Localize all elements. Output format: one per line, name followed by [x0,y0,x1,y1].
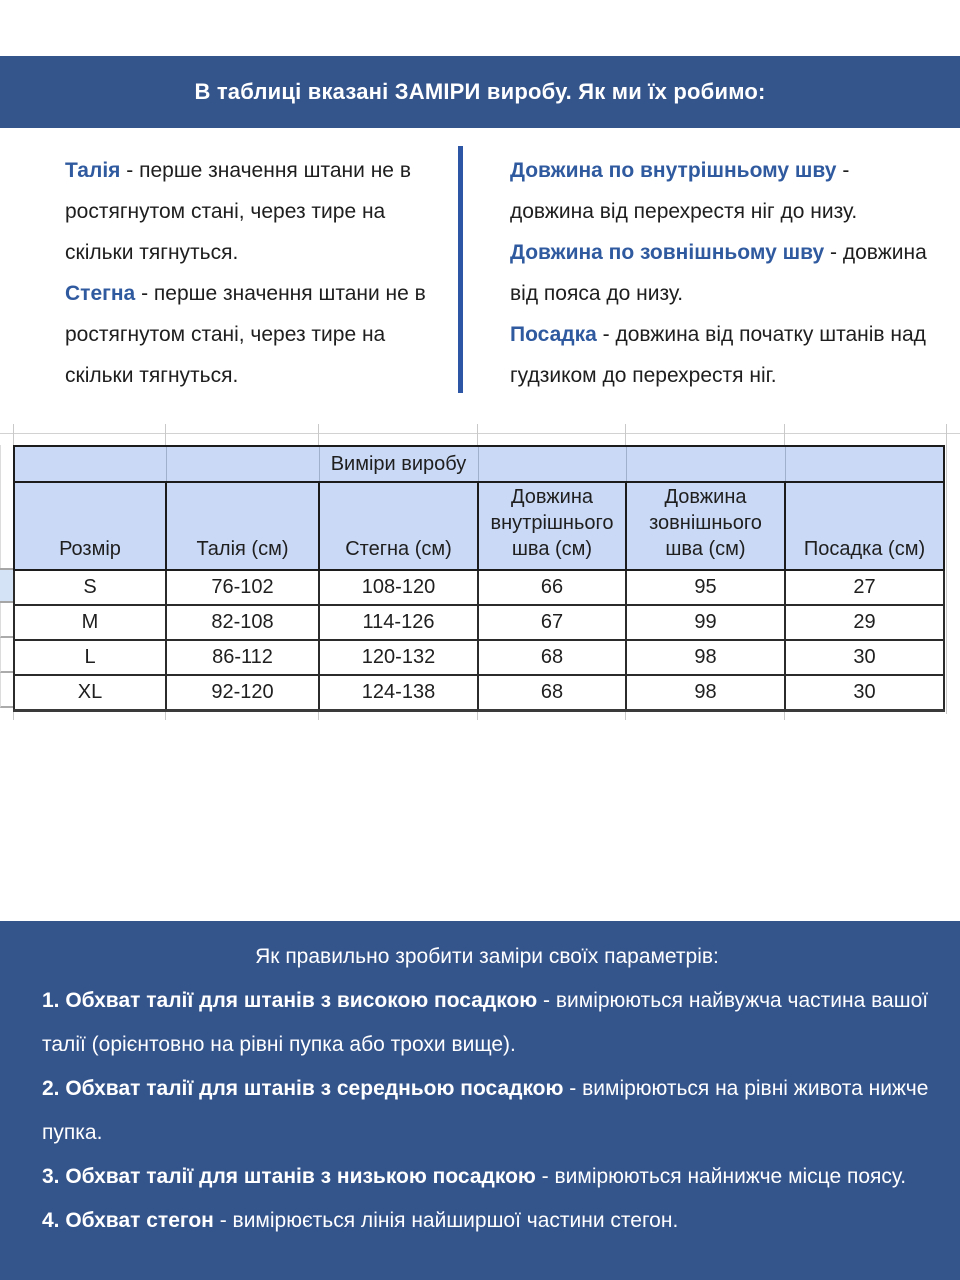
cell-rise: 30 [785,675,944,710]
gutter-header-segment [0,445,13,568]
definitions-right-column [510,150,935,396]
row-gutter [0,445,13,708]
cell-size: S [14,570,166,605]
footer-item-text: - вимірюються найвужча частина вашої талії (орієнтовно на рівні пупка або трохи вище). [42,989,929,1056]
gutter-segment [0,603,13,638]
grid-line [0,433,960,434]
gutter-highlight-segment [0,568,13,603]
footer-item [42,1067,932,1155]
size-table [13,445,945,712]
table-cell [478,446,626,482]
cell-inseam: 68 [478,640,626,675]
definition [65,150,435,273]
footer-instructions [0,921,960,1280]
cell-inseam: 67 [478,605,626,640]
cell-hips: 114-126 [319,605,478,640]
cell-size: M [14,605,166,640]
column-divider [458,146,463,393]
grid-line [477,424,478,445]
footer-item-lead: 4. Обхват стегон [42,1209,214,1232]
gutter-segment [0,638,13,673]
cell-size: L [14,640,166,675]
footer-item-lead: 1. Обхват талії для штанів з високою посадкою [42,989,538,1012]
table-header-row [14,482,944,570]
footer-item [42,1155,932,1199]
table-cell [14,446,166,482]
table-row [14,570,944,605]
definition-term: Стегна [65,282,136,305]
table-group-header-row [14,446,944,482]
column-header-inseam: Довжина внутрішнього шва (см) [478,482,626,570]
footer-item [42,979,932,1067]
footer-item-text: - вимірюються найнижче місце поясу. [535,1165,907,1188]
definition-term: Посадка [510,323,597,346]
table-row [14,675,944,710]
footer-item [42,1199,932,1243]
cell-outseam: 98 [626,675,785,710]
table-group-header: Виміри виробу [319,446,478,482]
definition [510,150,935,232]
definition-text: - довжина від початку штанів над гудзиком до перехрестя ніг. [510,323,926,387]
cell-waist: 86-112 [166,640,319,675]
table-row [14,605,944,640]
definition-text: - перше значення штани не в ростягнутом стані, через тире на скільки тягнуться. [65,282,426,387]
definition [510,314,935,396]
footer-item-lead: 2. Обхват талії для штанів з середньою посадкою [42,1077,564,1100]
cell-waist: 92-120 [166,675,319,710]
cell-inseam: 68 [478,675,626,710]
grid-line [165,424,166,445]
table-cell [785,446,944,482]
cell-outseam: 95 [626,570,785,605]
cell-hips: 120-132 [319,640,478,675]
grid-line [318,424,319,445]
cell-hips: 108-120 [319,570,478,605]
definition [510,232,935,314]
cell-outseam: 99 [626,605,785,640]
gutter-segment [0,673,13,708]
column-header-waist: Талія (см) [166,482,319,570]
column-header-hips: Стегна (см) [319,482,478,570]
footer-item-lead: 3. Обхват талії для штанів з низькою посадкою [42,1165,536,1188]
grid-line [625,424,626,445]
header-band [0,56,960,128]
footer-item-text: - вимірюються на рівні живота нижче пупка. [42,1077,929,1144]
definition-text: - довжина від пояса до низу. [510,241,927,305]
cell-rise: 27 [785,570,944,605]
table-row [14,640,944,675]
footer-item-text: - вимірюється лінія найширшої частини стегон. [213,1209,679,1232]
table-cell [626,446,785,482]
page-title: В таблиці вказані ЗАМІРИ виробу. Як ми їх робимо: [194,79,766,104]
cell-rise: 29 [785,605,944,640]
cell-waist: 82-108 [166,605,319,640]
grid-line [13,424,14,445]
definition-text: - перше значення штани не в ростягнутом стані, через тире на скільки тягнуться. [65,159,411,264]
cell-rise: 30 [785,640,944,675]
cell-inseam: 66 [478,570,626,605]
grid-line [784,424,785,445]
column-header-outseam: Довжина зовнішнього шва (см) [626,482,785,570]
cell-hips: 124-138 [319,675,478,710]
cell-waist: 76-102 [166,570,319,605]
column-header-rise: Посадка (см) [785,482,944,570]
definition-term: Талія [65,159,121,182]
grid-line [946,424,947,714]
definition [65,273,435,396]
definition-term: Довжина по зовнішньому шву [510,241,825,264]
footer-title: Як правильно зробити заміри своїх параметрів: [255,945,719,968]
cell-outseam: 98 [626,640,785,675]
column-header-size: Розмір [14,482,166,570]
definitions-left-column [65,150,435,396]
definition-term: Довжина по внутрішньому шву [510,159,837,182]
definition-text: - довжина від перехрестя ніг до низу. [510,159,858,223]
table-cell [166,446,319,482]
cell-size: XL [14,675,166,710]
